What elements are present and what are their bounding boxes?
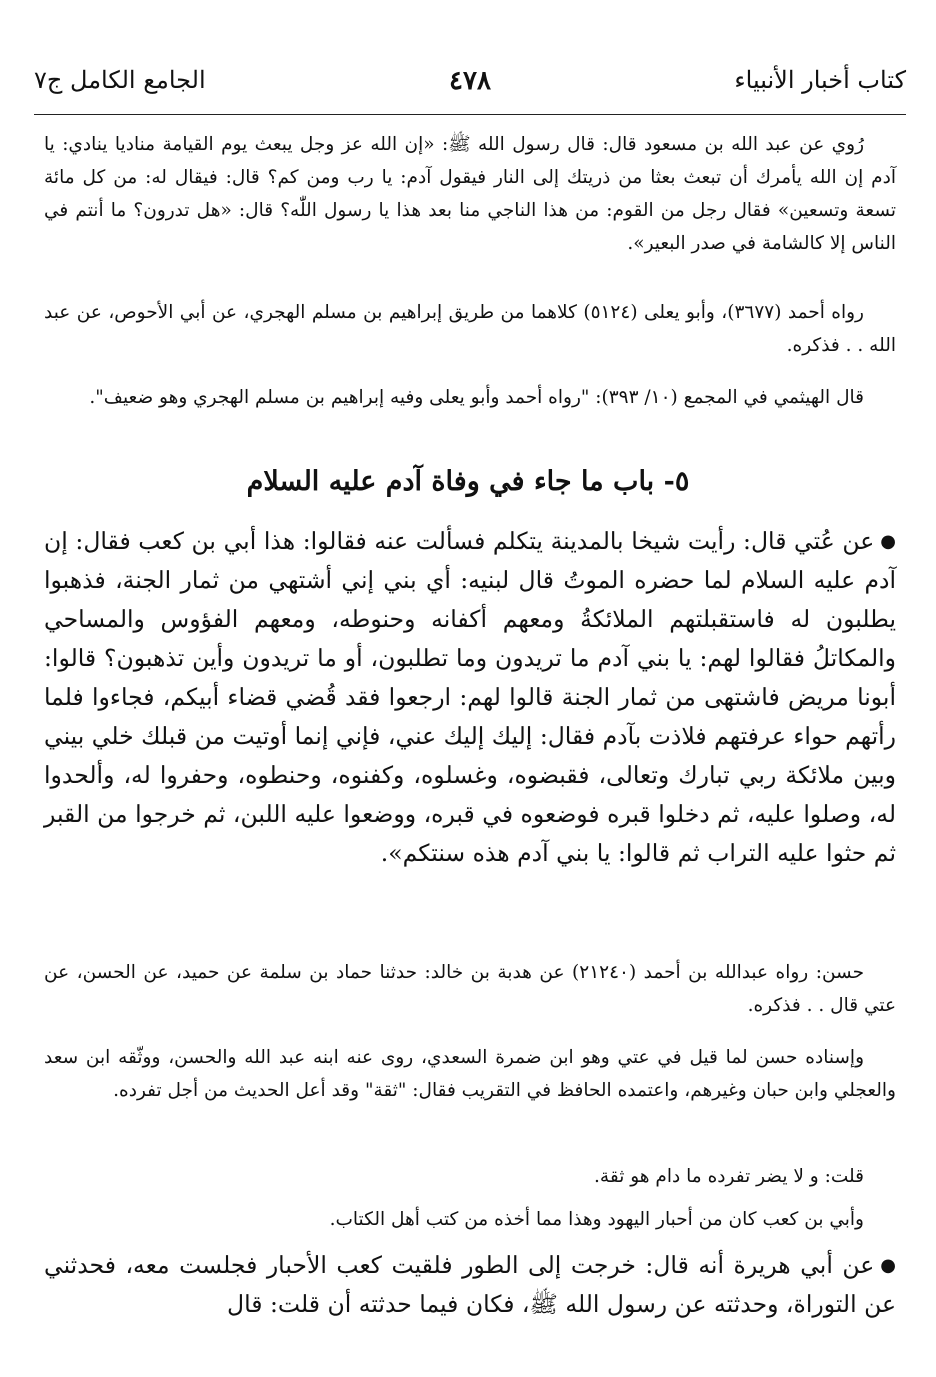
narration-text: رواه أحمد (٣٦٧٧)، وأبو يعلى (٥١٢٤) كلاهما من طريق إبراهيم بن مسلم الهجري، عن أبي الأحوص، عن عبد الله . . فذكره.: [44, 302, 896, 356]
hadith-abu-hurayra: [44, 1246, 896, 1324]
book-section-title: كتاب أخبار الأنبياء: [734, 66, 906, 94]
last-hadith-text: عن أبي هريرة أنه قال: خرجت إلى الطور فلقيت كعب الأحبار فجلست معه، فحدثني عن التوراة، وحدثته عن رسول الله ﷺ، فكان فيما حدثته أن قلت: قال: [44, 1251, 896, 1318]
author-note-text: قلت: و لا يضر تفرده ما دام هو ثقة.: [594, 1166, 864, 1187]
haythami-text: قال الهيثمي في المجمع (١٠/ ٣٩٣): "رواه أحمد وأبو يعلى وفيه إبراهيم بن مسلم الهجري وهو ضعيف".: [89, 387, 864, 408]
volume-title: الجامع الكامل ج٧: [34, 66, 206, 94]
author-note: [44, 1160, 896, 1193]
grading-note: [44, 956, 896, 1022]
haythami-note: [44, 381, 896, 414]
page-number: ٤٧٨: [449, 66, 491, 96]
header-divider: [34, 114, 906, 115]
ubayy-note: [44, 1203, 896, 1236]
isnad-text: وإسناده حسن لما قيل في عتي وهو ابن ضمرة السعدي، روى عنه ابنه عبد الله والحسن، ووثّقه ابن سعد والعجلي وابن حبان وغيرهم، واعتمده الحافظ في التقريب فقال: "ثقة" وقد أعل الحديث من أجل تفرده.: [44, 1047, 896, 1101]
page-header: [34, 62, 906, 106]
hadith-ibn-masud: [44, 128, 896, 260]
main-hadith-text: عن عُتي قال: رأيت شيخا بالمدينة يتكلم فسألت عنه فقالوا: هذا أبي بن كعب فقال: إن آدم عليه السلام لما حضره الموتُ قال لبنيه: أي بني إني أشتهي من ثمار الجنة، فذهبوا يطلبون له فاستقبلتهم الملائكةُ ومعهم أكفانه وحنوطه، ومعهم الفؤوس والمساحي والمكاتلُ فقالوا لهم: يا بني آدم ما تريدون وما تطلبون، أو ما تريدون وأين تذهبون؟ قالوا: أبونا مريض فاشتهى من ثمار الجنة قالوا لهم: ارجعوا فقد قُضي قضاء أبيكم، فجاءوا فلما رأتهم حواء عرفتهم فلاذت بآدم فقال: إليك إليك عني، فإني إنما أوتيت من قبلك خلي بيني وبين ملائكة ربي تبارك وتعالى، فقبضوه، وغسلوه، وكفنوه، وحنطوه، وحفروا له، وألحدوا له، وصلوا عليه، ثم دخلوا قبره فوضعوه في قبره، ووضعوا عليه اللبن، ثم خرجوا من القبر ثم حثوا عليه التراب ثم قالوا: يا بني آدم هذه سنتكم».: [44, 527, 896, 867]
bullet-icon: ●: [880, 531, 896, 552]
chapter-title: ٥- باب ما جاء في وفاة آدم عليه السلام: [246, 466, 690, 497]
narration-note: [44, 296, 896, 362]
hadith-utay: [44, 522, 896, 873]
ubayy-note-text: وأبي بن كعب كان من أحبار اليهود وهذا مما أخذه من كتب أهل الكتاب.: [329, 1209, 864, 1230]
isnad-note: [44, 1041, 896, 1107]
bullet-icon: ●: [880, 1255, 896, 1276]
hadith-text: رُوي عن عبد الله بن مسعود قال: قال رسول الله ﷺ: «إن الله عز وجل يبعث يوم القيامة مناديا ينادي: يا آدم إن الله يأمرك أن تبعث بعثا من ذريتك إلى النار فيقول آدم: يا رب ومن كم؟ قال: فيقال له: من كل مائة تسعة وتسعين» فقال رجل من القوم: من هذا الناجي منا بعد هذا يا رسول اللّٰه؟ قال: «هل تدرون؟ ما أنتم في الناس إلا كالشامة في صدر البعير».: [44, 134, 896, 254]
grading-text: حسن: رواه عبدالله بن أحمد (٢١٢٤٠) عن هدبة بن خالد: حدثنا حماد بن سلمة عن حميد، عن الحسن، عن عتي قال . . فذكره.: [44, 962, 896, 1016]
